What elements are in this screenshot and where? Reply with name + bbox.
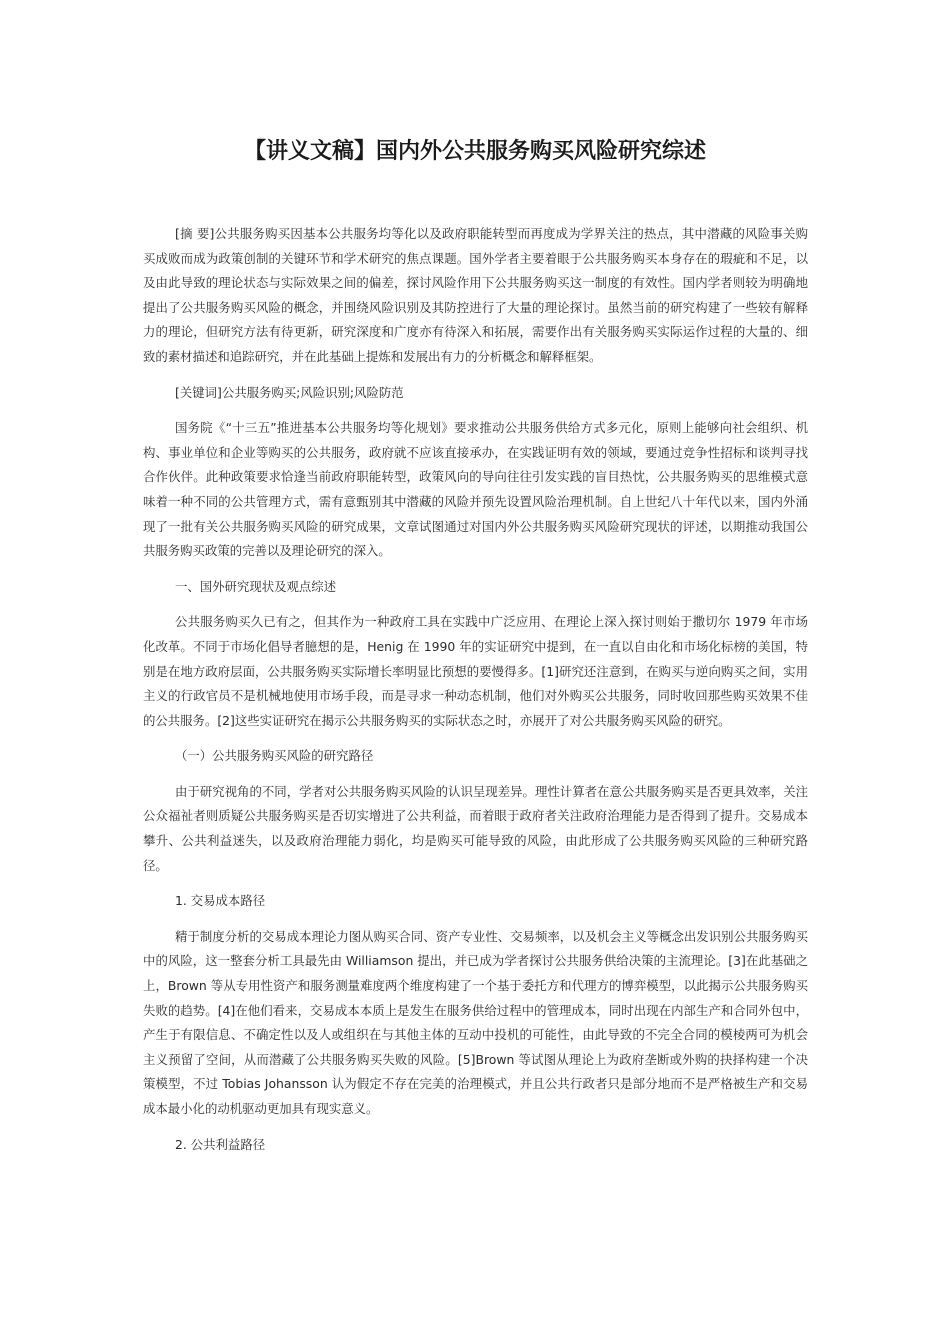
document-body bbox=[143, 222, 808, 1168]
subsection-heading-transaction-cost: 1. 交易成本路径 bbox=[175, 893, 266, 909]
subsection-heading-public-interest: 2. 公共利益路径 bbox=[175, 1136, 266, 1152]
body-paragraph: 精于制度分析的交易成本理论力图从购买合同、资产专业性、交易频率，以及机会主义等概念出发识别公共服务购买中的风险，这一整套分析工具最先由 Williamson 提出，并已成为学者探讨公共服务供给决策的主流理论。[3]在此基础之上，Brown 等从专用性资产和服务测量难度两个维度构建了一个基于委托方和代理方的博弈模型，以此揭示公共服务购买失败的趋势。[4]在他们看来，交易成本本质上是发生在服务供给过程中的管理成本，同时出现在内部生产和合同外包中，产生于有限信息、不确定性以及人或组织在与其他主体的互动中投机的可能性，由此导致的不完全合同的模棱两可为机会主义预留了空间，从而潜藏了公共服务购买失败的风险。[5]Brown 等试图从理论上为政府垄断或外购的抉择构建一个决策模型，不过 Tobias Johansson 认为假定不存在完美的治理模式，并且公共行政者只是部分地而不是严格被生产和交易成本最小化的动机驱动更加具有现实意义。 bbox=[143, 928, 808, 1116]
abstract-paragraph: [摘 要]公共服务购买因基本公共服务均等化以及政府职能转型而再度成为学界关注的热点，其中潜藏的风险事关购买成败而成为政策创制的关键环节和学术研究的焦点课题。国外学者主要着眼于公共服务购买本身存在的瑕疵和不足，以及由此导致的理论状态与实际效果之间的偏差，探讨风险作用下公共服务购买这一制度的有效性。国内学者则较为明确地提出了公共服务购买风险的概念，并围绕风险识别及其防控进行了大量的理论探讨。虽然当前的研究构建了一些较有解释力的理论，但研究方法有待更新，研究深度和广度亦有待深入和拓展，需要作出有关服务购买实际运作过程的大量的、细致的素材描述和追踪研究，并在此基础上提炼和发展出有力的分析概念和解释框架。 bbox=[143, 226, 808, 364]
document-title: 【讲义文稿】国内外公共服务购买风险研究综述 bbox=[243, 139, 706, 164]
body-paragraph: 公共服务购买久已有之，但其作为一种政府工具在实践中广泛应用、在理论上深入探讨则始于撒切尔 1979 年市场化改革。不同于市场化倡导者臆想的是，Henig 在 1990 年的实证研究中提到，在一直以自由化和市场化标榜的美国，特别是在地方政府层面，公共服务购买实际增长率明显比预想的要慢得多。[1]研究还注意到，在购买与逆向购买之间，实用主义的行政官员不是机械地使用市场手段，而是寻求一种动态机制，他们对外购买公共服务，同时收回那些购买效果不佳的公共服务。[2]这些实证研究在揭示公共服务购买的实际状态之时，亦展开了对公共服务购买风险的研究。 bbox=[143, 614, 808, 728]
body-paragraph: 由于研究视角的不同，学者对公共服务购买风险的认识呈现差异。理性计算者在意公共服务购买是否更具效率，关注公众福祉者则质疑公共服务购买是否切实增进了公共利益，而着眼于政府者关注政府治理能力是否得到了提升。交易成本攀升、公共利益迷失，以及政府治理能力弱化，均是购买可能导致的风险，由此形成了公共服务购买风险的三种研究路径。 bbox=[143, 783, 808, 873]
subsection-heading-research-paths: （一）公共服务购买风险的研究路径 bbox=[175, 748, 374, 764]
intro-paragraph: 国务院《“十三五”推进基本公共服务均等化规划》要求推动公共服务供给方式多元化，原则上能够向社会组织、机构、事业单位和企业等购买的公共服务，政府就不应该直接承办，在实践证明有效的领域，要通过竞争性招标和谈判寻找合作伙伴。此种政策要求恰逢当前政府职能转型，政策风向的导向往往引发实践的盲目热忱，公共服务购买的思维模式意味着一种不同的公共管理方式，需有意甄别其中潜藏的风险并预先设置风险治理机制。自上世纪八十年代以来，国内外涌现了一批有关公共服务购买风险的研究成果，文章试图通过对国内外公共服务购买风险研究现状的评述，以期推动我国公共服务购买政策的完善以及理论研究的深入。 bbox=[143, 420, 808, 559]
keywords-line: [关键词]公共服务购买;风险识别;风险防范 bbox=[175, 384, 404, 400]
section-heading-foreign-research: 一、国外研究现状及观点综述 bbox=[175, 578, 337, 594]
